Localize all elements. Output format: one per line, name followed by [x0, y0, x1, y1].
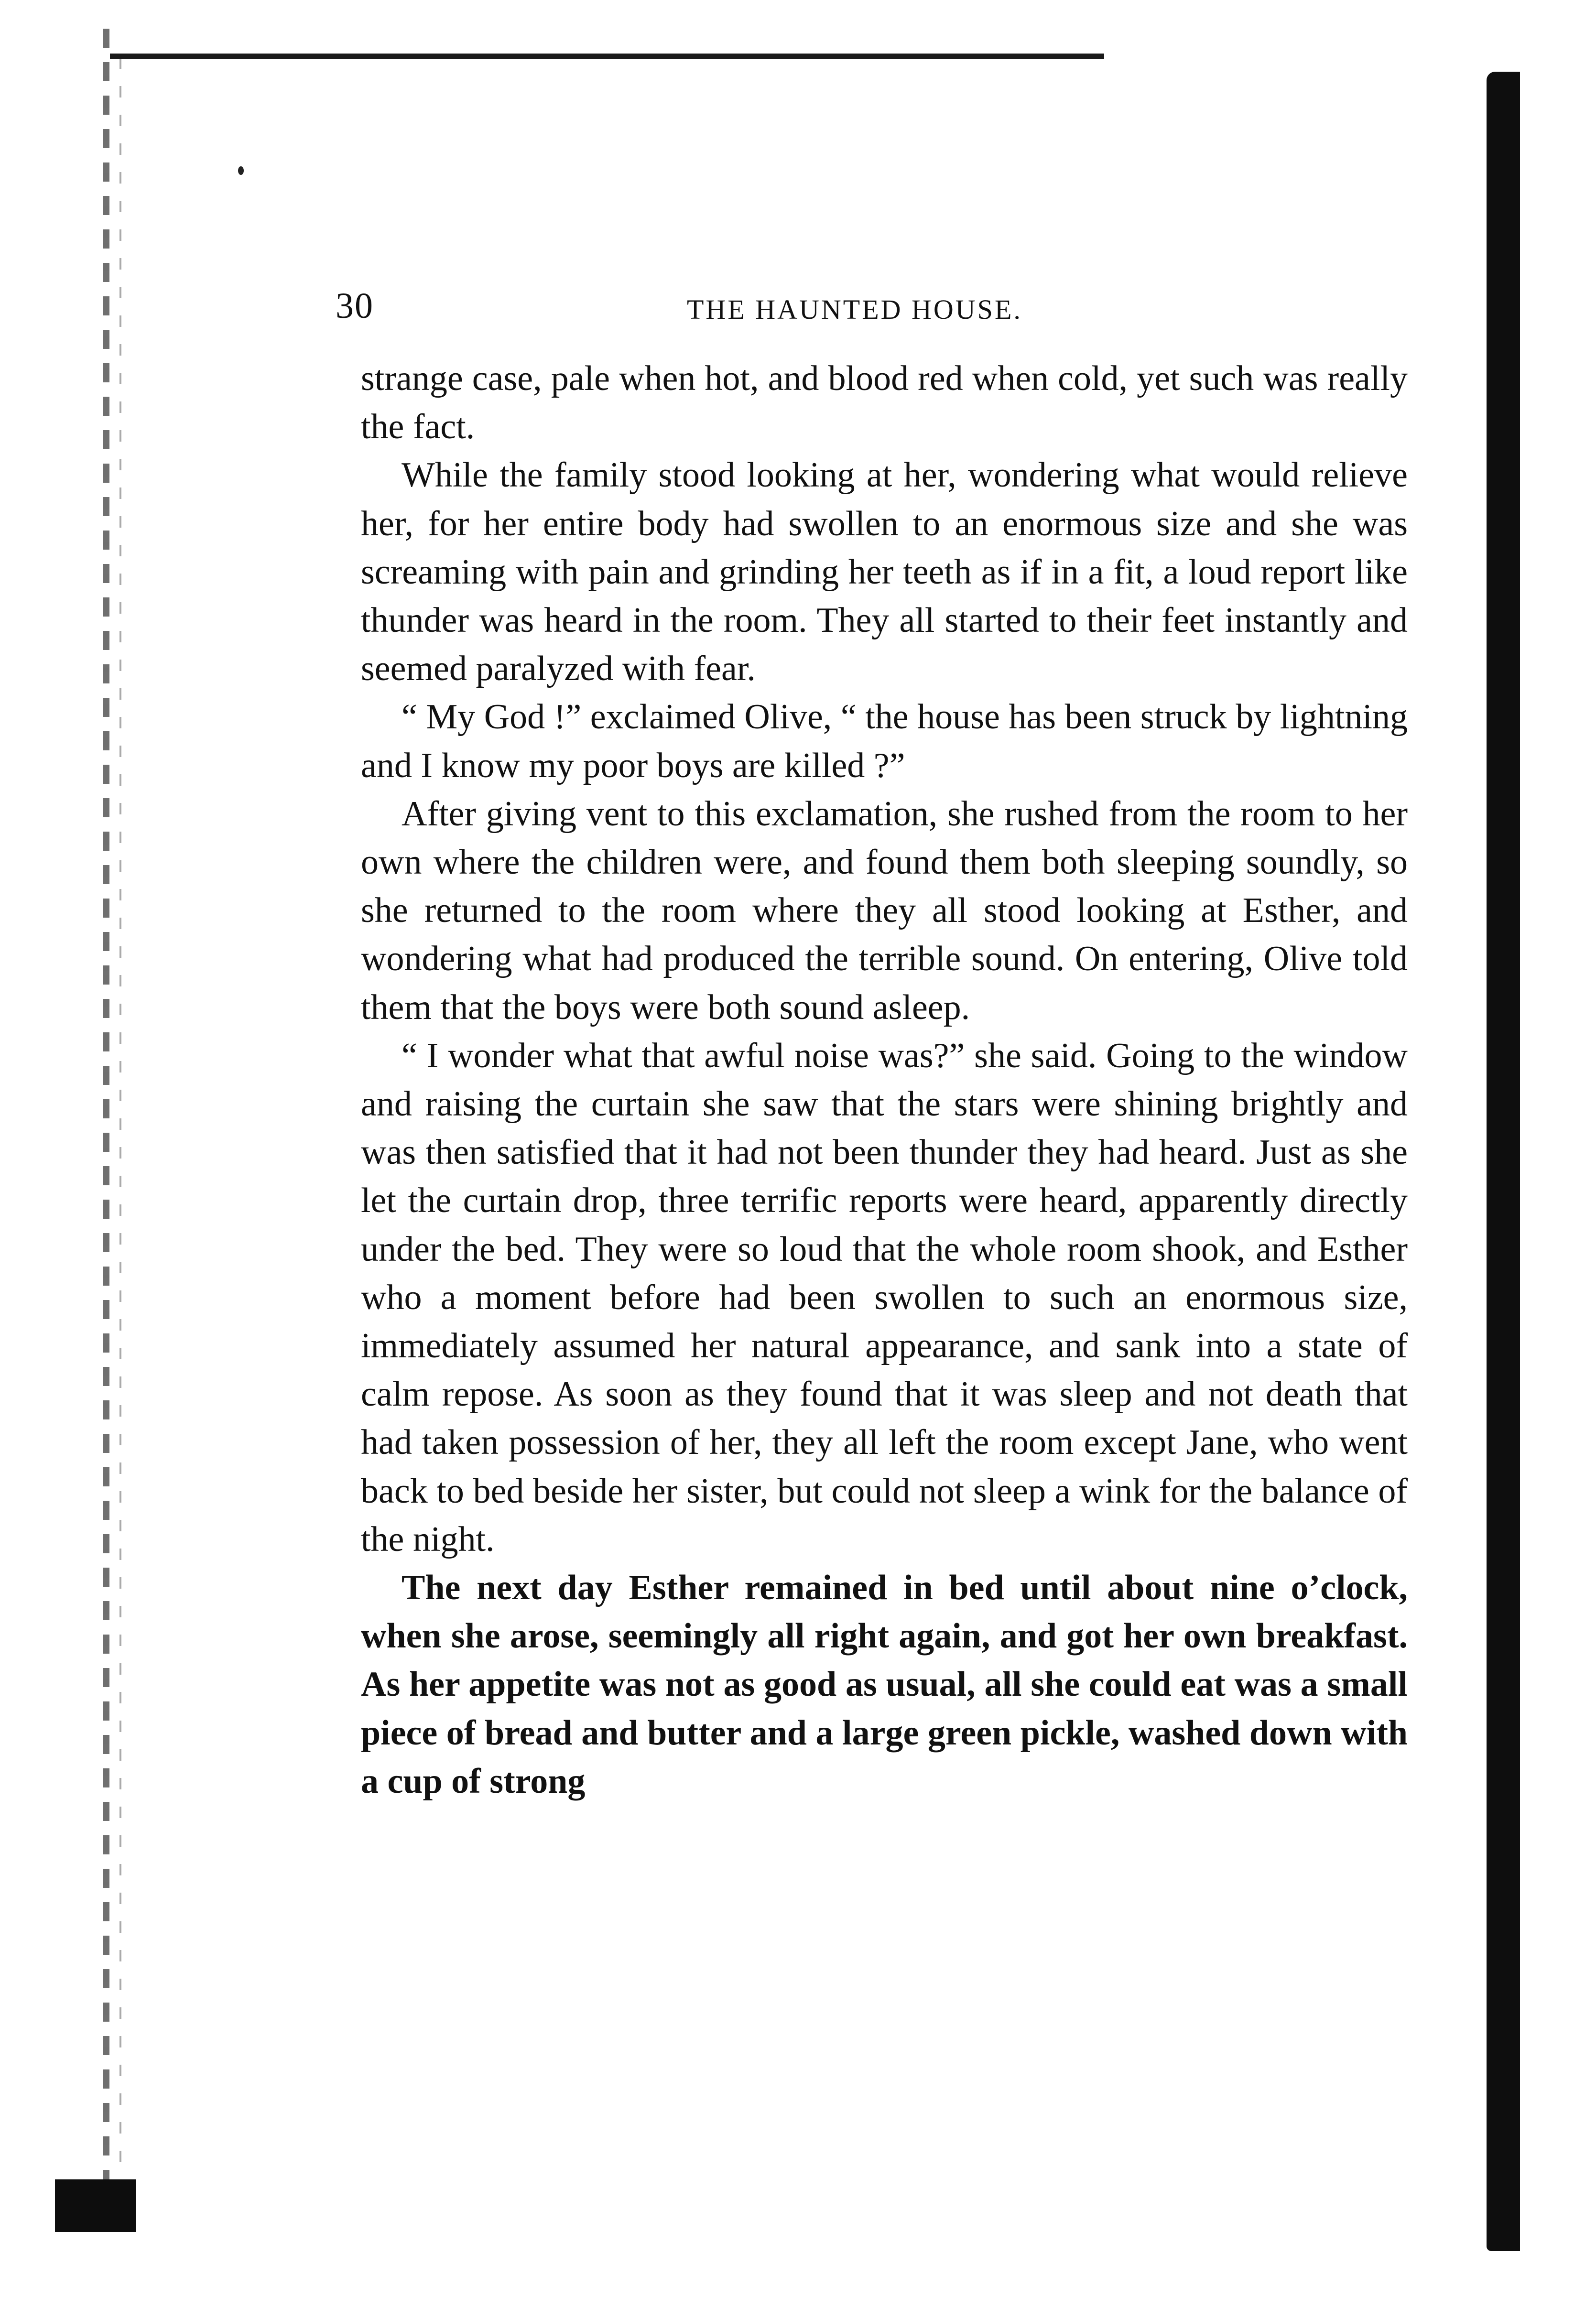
page-edge-shadow-left: [103, 29, 109, 2227]
page-corner-shadow: [55, 2179, 136, 2232]
page-edge-shadow-right: [1487, 72, 1520, 2251]
top-rule: [110, 54, 1104, 59]
page-edge-line-left: [119, 57, 121, 2232]
page-number: 30: [336, 286, 374, 326]
paragraph: The next day Esther remained in bed until about nine o’clock, when she arose, seemingly all right again, and got her own breakfast. As her appetite was not as good as usual, all she could eat was a small piece of bread and butter and a large green pickle, washed down with a cup of strong: [361, 1568, 1408, 1801]
paragraph: “ I wonder what that awful noise was?” she said. Going to the window and raising the curtain she saw that the stars were shining brightly and was then satisfied that it had not been thunder they had heard. Just as she let the curtain drop, three terrific reports were heard, apparently directly under the bed. They were so loud that the whole room shook, and Esther who a moment before had been swollen to such an enormous size, immediately assumed her natural appearance, and sank into a state of calm repose. As soon as they found that it was sleep and not death that had taken possession of her, they all left the room except Jane, who went back to bed beside her sister, but could not sleep a wink for the balance of the night.: [361, 1036, 1408, 1559]
running-title: THE HAUNTED HOUSE.: [687, 294, 1022, 325]
ink-speck: [238, 166, 244, 175]
paragraph: While the family stood looking at her, wondering what would relieve her, for her entire body had swollen to an enormous size and she was screaming with pain and grinding her teeth as if in a fit, a loud report like thunder was heard in the room. They all started to their feet instantly and seemed paralyzed with fear.: [361, 455, 1408, 689]
body-text: [361, 355, 1408, 2037]
paragraph: “ My God !” exclaimed Olive, “ the house has been struck by lightning and I know my poor boys are killed ?”: [361, 697, 1408, 785]
paragraph: strange case, pale when hot, and blood red when cold, yet such was really the fact.: [361, 359, 1408, 447]
paragraph: After giving vent to this exclamation, she rushed from the room to her own where the children were, and found them both sleeping soundly, so she returned to the room where they all stood looking at Esther, and wondering what had produced the terrible sound. On entering, Olive told them that the boys were both sound asleep.: [361, 794, 1408, 1027]
page-header: [336, 280, 1406, 332]
